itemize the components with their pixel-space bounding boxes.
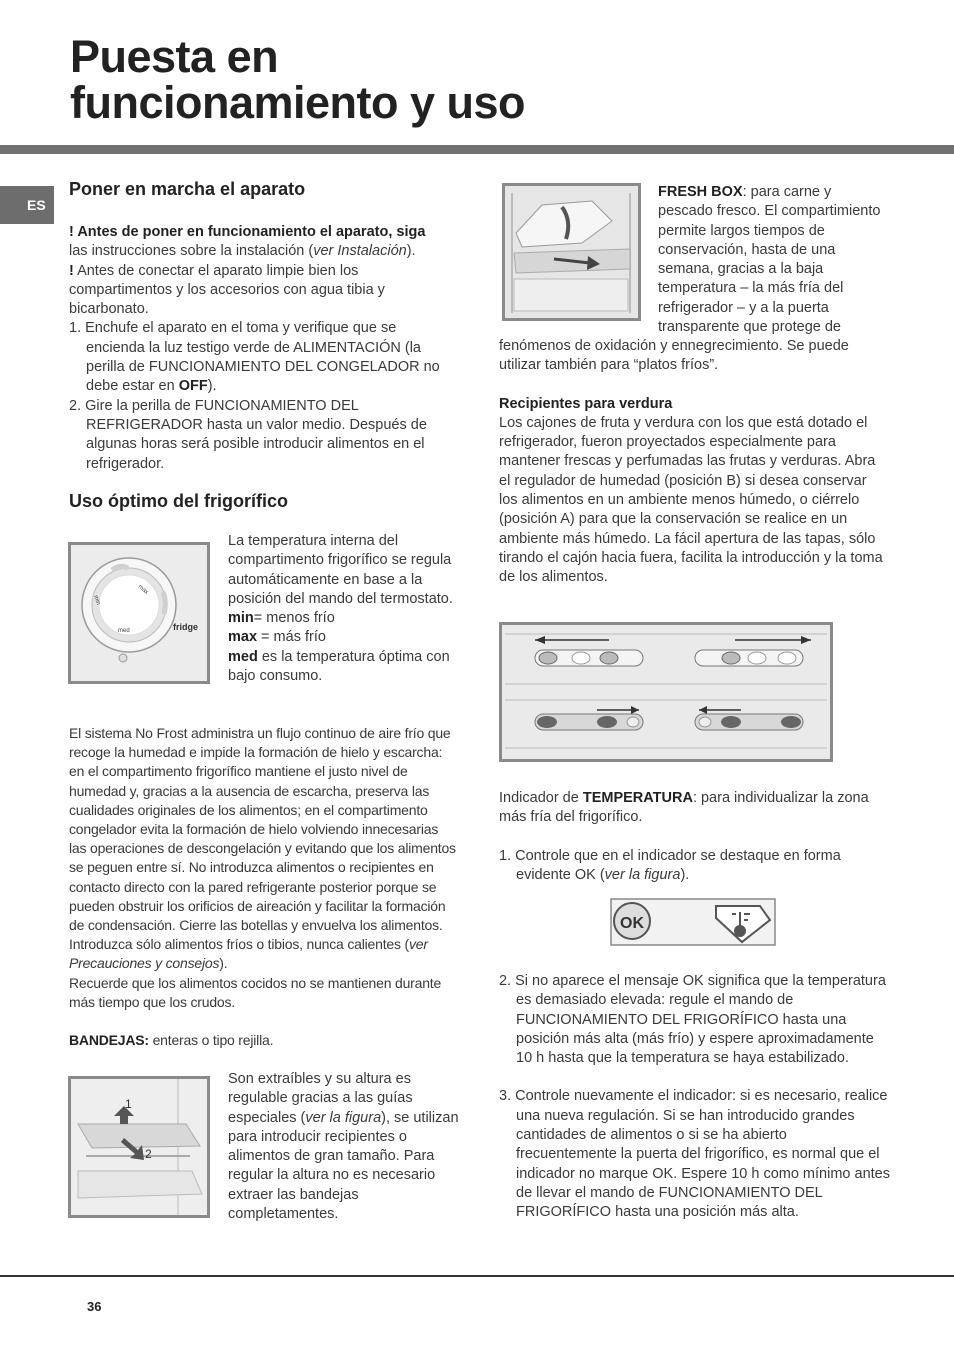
shelf-step-2: 2 [145, 1147, 152, 1161]
fresh-box-label: FRESH BOX [658, 184, 743, 200]
warning-mark: ! [69, 262, 74, 279]
humidity-regulator-figure [499, 622, 833, 762]
thermostat-description: La temperatura interna del compartimento frigorífico se regula automáticamente en base a la posición del mando del termostato. min= menos frío max = más frío med es la temperatura óptima con bajo consumo. [228, 533, 453, 685]
dial-max-label: max [136, 583, 150, 596]
bandejas-label: BANDEJAS: [69, 1032, 149, 1049]
fresh-box-figure [502, 183, 641, 321]
section-title-start: Poner en marcha el aparato [69, 179, 306, 199]
nofrost-paragraph: El sistema No Frost administra un flujo continuo de aire frío que recoge la humedad e impide la formación de hielo y escarcha: en el compartimento frigorífico mantiene el justo nivel de humedad y, gracias a la ausencia de escarcha, preserva las cualidades originales de los alimentos; en el compartimento congelador evita la formación de hielo volviendo innecesarias las operaciones de descongelación y evitando que los alimentos se peguen entre sí. No introduzca alimentos o recipientes en contacto directo con la pared refrigerante posterior porque se pueden obstruir los orificios de aireación y facilitar la formación de condensación. Cierre las botellas y envuelva los alimentos. Introduzca sólo alimentos fríos o tibios, nunca calientes (ver Precauciones y consejos). Recuerde que los alimentos cocidos no se mantienen durante más tiempo que los crudos. BANDEJAS: enteras o tipo rejilla. [69, 725, 456, 1049]
header-divider [0, 145, 954, 154]
list-item: 2. Gire la perilla de FUNCIONAMIENTO DEL REFRIGERADOR hasta un valor medio. Después de algunas horas será posible introducir alimentos en el refrigerador. [69, 397, 427, 472]
warning-clean: ! Antes de conectar el aparato limpie bien los compartimentos y los accesorios con agua tibia y bicarbonato. [69, 262, 385, 318]
temperature-indicator-section: Indicador de TEMPERATURA: para individualizar la zona más fría del frigorífico. 1. Controle que en el indicador se destaque en forma evidente OK (ver la figura). [499, 789, 891, 885]
title-line-2: funcionamiento y uso [70, 77, 526, 128]
temperature-steps [499, 972, 891, 1223]
ok-indicator-figure [610, 898, 776, 946]
dial-fridge-label: fridge [173, 622, 199, 632]
shelf-figure [68, 1076, 210, 1218]
fresh-box-text: FRESH BOX: para carne y pescado fresco. El compartimiento permite largos tiempos de conservación, hasta de una semana, gracias a la baja temperatura – la más fría del refrigerador – y a la puerta transparente que protege de [658, 184, 881, 336]
page-title [70, 31, 526, 128]
ok-label: OK [620, 915, 644, 932]
list-item: 1. Enchufe el aparato en el toma y verifique que se encienda la luz testigo verde de ALIMENTACIÓN (la perilla de FUNCIONAMIENTO DEL CONGELADOR no debe estar en OFF). [69, 320, 440, 395]
section-title-fridge: Uso óptimo del frigorífico [69, 490, 288, 511]
right-column: fenómenos de oxidación y ennegrecimiento. Se puede utilizar también para “platos fríos”. Recipientes para verdura Los cajones de fruta y verdura con los que está dotado el refrigerador, fueron proyectados especialmente para mantener frescas y perfumadas las frutas y verduras. Abra el regulador de humedad (posición B) si desea conservar los alimentos en un ambiente menos húmedo, o ciérrelo (posición A) para que la conservación se realice en un ambiente más húmedo. La fácil apertura de las tapas, sólo tirando el cajón hacia fuera, facilita la introducción y la toma de los alimentos. [499, 338, 883, 586]
dial-med-label: med [118, 628, 130, 634]
list-item: 1. Controle que en el indicador se destaque en forma evidente OK (ver la figura). [499, 847, 841, 883]
dial-min-label: min [92, 594, 102, 606]
bandejas-description: Son extraíbles y su altura es regulable gracias a las guías especiales (ver la figura), se utilizan para introducir recipientes o alimentos de gran tamaño. Para regular la altura no es necesario extraer las bandejas completamentes. [228, 1071, 459, 1223]
shelf-step-1: 1 [125, 1097, 132, 1111]
left-column [69, 178, 455, 512]
page-number: 36 [87, 1299, 102, 1314]
list-item: 2. Si no aparece el mensaje OK significa que la temperatura es demasiado elevada: regule el mando de FUNCIONAMIENTO DEL FRIGORÍFICO hasta una posición más alta (más frío) y espere aproximadamente 10 h hasta que la temperatura se haya estabilizado. [499, 973, 886, 1067]
start-steps [69, 319, 455, 473]
language-tab: ES [0, 186, 54, 224]
list-item: 3. Controle nuevamente el indicador: si es necesario, realice una nueva regulación. Si se han introducido grandes cantidades de alimentos o si se ha abierto frecuentemente la puerta del frigorífico, es normal que el indicador no marque OK. Espere 10 h como mínimo antes de llevar el mando de FUNCIONAMIENTO DEL FRIGORÍFICO hasta una posición más alta. [499, 1088, 890, 1221]
thermostat-dial-figure [68, 542, 210, 684]
warning-install: ! Antes de poner en funcionamiento el aparato, siga las instrucciones sobre la instalación (ver Instalación). [69, 224, 426, 260]
title-line-1: Puesta en [70, 31, 279, 82]
warning-mark: ! [69, 224, 74, 240]
vegetable-title: Recipientes para verdura [499, 395, 673, 412]
footer-divider [0, 1275, 954, 1277]
